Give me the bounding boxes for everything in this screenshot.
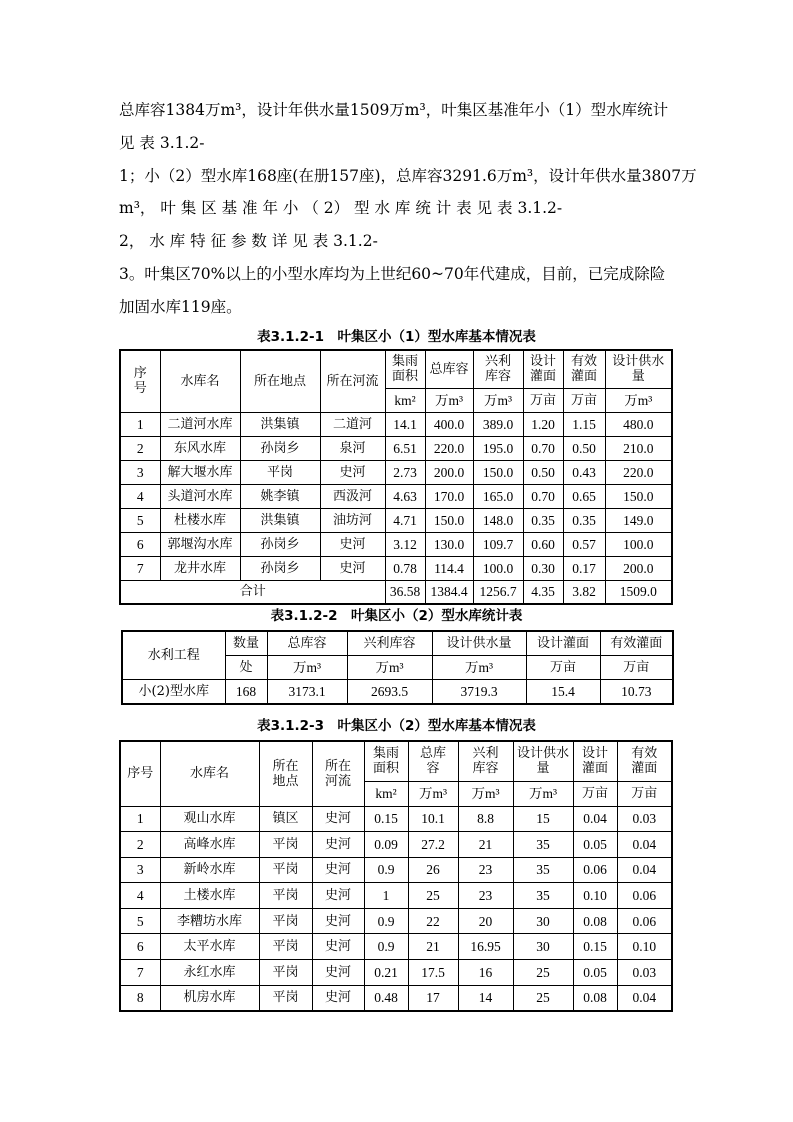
paragraph-line-2: 见 表 3.1.2- xyxy=(119,133,205,152)
table1-total-value: 1256.7 xyxy=(473,580,523,604)
table1-cell: 泉河 xyxy=(320,436,385,460)
table3-cell: 8.8 xyxy=(458,806,513,832)
table1-cell: 100.0 xyxy=(605,532,672,556)
table3-cell: 23 xyxy=(458,857,513,883)
table1-cell: 0.35 xyxy=(523,508,563,532)
table3-cell: 16 xyxy=(458,960,513,986)
table3-cell: 3 xyxy=(120,857,160,883)
table3-cell: 平岗 xyxy=(259,960,312,986)
table1-cell: 0.50 xyxy=(563,436,605,460)
body-paragraph xyxy=(119,94,697,324)
table3-cell: 李糟坊水库 xyxy=(160,908,259,934)
table1-cell: 6 xyxy=(120,532,160,556)
table3-header-effective-irrigation: 有效灌面 xyxy=(617,741,672,781)
table2-header: 数量 xyxy=(225,631,267,655)
table1-cell: 109.7 xyxy=(473,532,523,556)
table1-cell: 114.4 xyxy=(425,556,473,580)
table2-cell: 小(2)型水库 xyxy=(122,679,225,704)
table3-cell: 0.9 xyxy=(364,934,408,960)
table1-cell: 2 xyxy=(120,436,160,460)
table2-cell: 3173.1 xyxy=(267,679,347,704)
table2-cell: 2693.5 xyxy=(347,679,432,704)
table3-header-design-irrigation: 设计灌面 xyxy=(573,741,617,781)
table3-cell: 高峰水库 xyxy=(160,832,259,858)
table1-cell: 1 xyxy=(120,412,160,436)
table3-cell: 0.04 xyxy=(617,985,672,1011)
table1-header-row xyxy=(120,350,672,388)
table3-cell: 0.03 xyxy=(617,960,672,986)
table3-cell: 史河 xyxy=(312,985,364,1011)
table1-cell: 东风水库 xyxy=(160,436,240,460)
table1-cell: 4.63 xyxy=(385,484,425,508)
table3-cell: 镇区 xyxy=(259,806,312,832)
table1-cell: 14.1 xyxy=(385,412,425,436)
table3-header-location: 所在地点 xyxy=(259,741,312,806)
table3-cell: 0.10 xyxy=(573,883,617,909)
table1-cell: 0.43 xyxy=(563,460,605,484)
table1-cell: 4 xyxy=(120,484,160,508)
table2-unit: 万m³ xyxy=(267,655,347,679)
table3-cell: 25 xyxy=(408,883,458,909)
table1-cell: 郭堰沟水库 xyxy=(160,532,240,556)
table3-cell: 平岗 xyxy=(259,883,312,909)
table1-header-beneficial-capacity: 兴利库容 xyxy=(473,350,523,388)
table3-header-seq: 序号 xyxy=(120,741,160,806)
table1-row xyxy=(120,556,672,580)
table1-cell: 165.0 xyxy=(473,484,523,508)
table3-cell: 土楼水库 xyxy=(160,883,259,909)
table2-cell: 3719.3 xyxy=(432,679,526,704)
table1-cell: 220.0 xyxy=(425,436,473,460)
table3-cell: 0.04 xyxy=(617,857,672,883)
table1-header-total-capacity: 总库容 xyxy=(425,350,473,388)
table2-unit: 万m³ xyxy=(347,655,432,679)
table3-cell: 机房水库 xyxy=(160,985,259,1011)
table3-header-row xyxy=(120,741,672,781)
table3-cell: 17 xyxy=(408,985,458,1011)
table3-unit: 万亩 xyxy=(573,781,617,806)
table1-cell: 149.0 xyxy=(605,508,672,532)
table3-cell: 10.1 xyxy=(408,806,458,832)
table1-cell: 3 xyxy=(120,460,160,484)
table1-cell: 平岗 xyxy=(240,460,320,484)
table3-cell: 30 xyxy=(513,934,573,960)
table1-header-catchment: 集雨面积 xyxy=(385,350,425,388)
table2-header: 有效灌面 xyxy=(600,631,673,655)
table1-cell: 6.51 xyxy=(385,436,425,460)
table1-cell: 0.35 xyxy=(563,508,605,532)
table1-cell: 油坊河 xyxy=(320,508,385,532)
table2-cell: 15.4 xyxy=(526,679,600,704)
table3-cell: 21 xyxy=(458,832,513,858)
table3-cell: 平岗 xyxy=(259,934,312,960)
table3-cell: 35 xyxy=(513,857,573,883)
table3-cell: 0.04 xyxy=(573,806,617,832)
table1-cell: 150.0 xyxy=(605,484,672,508)
table3-cell: 8 xyxy=(120,985,160,1011)
table3-cell: 35 xyxy=(513,832,573,858)
table1-cell: 5 xyxy=(120,508,160,532)
table3-cell: 0.08 xyxy=(573,908,617,934)
table3-cell: 0.08 xyxy=(573,985,617,1011)
table1-cell: 0.60 xyxy=(523,532,563,556)
table1-cell: 100.0 xyxy=(473,556,523,580)
table1-cell: 0.65 xyxy=(563,484,605,508)
table3-row xyxy=(120,985,672,1011)
table3-cell: 35 xyxy=(513,883,573,909)
table3-unit: 万m³ xyxy=(458,781,513,806)
table2-caption: 表3.1.2-2 叶集区小（2）型水库统计表 xyxy=(270,608,523,624)
table3-cell: 史河 xyxy=(312,934,364,960)
table3-cell: 平岗 xyxy=(259,857,312,883)
table3-cell: 1 xyxy=(120,806,160,832)
table3-cell: 14 xyxy=(458,985,513,1011)
table1-cell: 1.20 xyxy=(523,412,563,436)
table1-cell: 200.0 xyxy=(425,460,473,484)
table3-cell: 太平水库 xyxy=(160,934,259,960)
table1-header-location: 所在地点 xyxy=(240,350,320,412)
table3-cell: 20 xyxy=(458,908,513,934)
table1-cell: 210.0 xyxy=(605,436,672,460)
table2-header: 设计灌面 xyxy=(526,631,600,655)
table3-row xyxy=(120,960,672,986)
table3-cell: 新岭水库 xyxy=(160,857,259,883)
table3-row xyxy=(120,883,672,909)
table1-unit: 万m³ xyxy=(605,388,672,412)
table1-cell: 史河 xyxy=(320,556,385,580)
table2-header-project: 水利工程 xyxy=(122,631,225,679)
table2 xyxy=(121,630,674,705)
table3-cell: 26 xyxy=(408,857,458,883)
table3-unit: 万亩 xyxy=(617,781,672,806)
table3-cell: 史河 xyxy=(312,908,364,934)
table1-cell: 孙岗乡 xyxy=(240,436,320,460)
table3-unit: 万m³ xyxy=(513,781,573,806)
table3-cell: 史河 xyxy=(312,960,364,986)
table1-unit: 万m³ xyxy=(425,388,473,412)
table3-cell: 17.5 xyxy=(408,960,458,986)
table1-cell: 7 xyxy=(120,556,160,580)
table3-cell: 25 xyxy=(513,985,573,1011)
table3-cell: 27.2 xyxy=(408,832,458,858)
table1-unit: 万m³ xyxy=(473,388,523,412)
table3-row xyxy=(120,806,672,832)
table1-cell: 130.0 xyxy=(425,532,473,556)
table3-row xyxy=(120,832,672,858)
table1-unit: 万亩 xyxy=(523,388,563,412)
table1 xyxy=(119,349,673,605)
table2-unit: 万亩 xyxy=(526,655,600,679)
table1-total-value: 1509.0 xyxy=(605,580,672,604)
table1-cell: 195.0 xyxy=(473,436,523,460)
table3-cell: 0.03 xyxy=(617,806,672,832)
table1-cell: 200.0 xyxy=(605,556,672,580)
table1-cell: 0.50 xyxy=(523,460,563,484)
table1-header-name: 水库名 xyxy=(160,350,240,412)
table3-cell: 0.05 xyxy=(573,960,617,986)
table3-row xyxy=(120,908,672,934)
table1-cell: 0.57 xyxy=(563,532,605,556)
table3-cell: 6 xyxy=(120,934,160,960)
table1-cell: 史河 xyxy=(320,460,385,484)
table3-cell: 史河 xyxy=(312,883,364,909)
table2-unit: 处 xyxy=(225,655,267,679)
table1-total-value: 4.35 xyxy=(523,580,563,604)
table1-cell: 400.0 xyxy=(425,412,473,436)
table1-cell: 389.0 xyxy=(473,412,523,436)
table1-total-row xyxy=(120,580,672,604)
table3-cell: 平岗 xyxy=(259,908,312,934)
table1-cell: 220.0 xyxy=(605,460,672,484)
table3 xyxy=(119,740,673,1012)
table2-cell: 10.73 xyxy=(600,679,673,704)
table2-cell: 168 xyxy=(225,679,267,704)
table3-cell: 永红水库 xyxy=(160,960,259,986)
table3-cell: 25 xyxy=(513,960,573,986)
table3-cell: 0.06 xyxy=(573,857,617,883)
table1-cell: 0.78 xyxy=(385,556,425,580)
table3-cell: 0.06 xyxy=(617,908,672,934)
table1-cell: 西汲河 xyxy=(320,484,385,508)
table1-header-effective-irrigation: 有效灌面 xyxy=(563,350,605,388)
table3-unit: km² xyxy=(364,781,408,806)
table3-cell: 21 xyxy=(408,934,458,960)
table3-header-river: 所在河流 xyxy=(312,741,364,806)
table1-cell: 洪集镇 xyxy=(240,412,320,436)
table3-header-design-supply: 设计供水量 xyxy=(513,741,573,781)
table3-cell: 平岗 xyxy=(259,832,312,858)
table3-cell: 22 xyxy=(408,908,458,934)
table1-total-value: 1384.4 xyxy=(425,580,473,604)
table1-cell: 头道河水库 xyxy=(160,484,240,508)
table3-cell: 0.05 xyxy=(573,832,617,858)
table1-cell: 2.73 xyxy=(385,460,425,484)
table1-caption: 表3.1.2-1 叶集区小（1）型水库基本情况表 xyxy=(257,329,536,345)
table1-total-label: 合计 xyxy=(120,580,385,604)
table2-header: 总库容 xyxy=(267,631,347,655)
table1-cell: 洪集镇 xyxy=(240,508,320,532)
table1-cell: 二道河水库 xyxy=(160,412,240,436)
paragraph-line-4: m³， 叶 集 区 基 准 年 小 （ 2） 型 水 库 统 计 表 见 表 3.1.2- xyxy=(119,199,563,218)
table3-cell: 15 xyxy=(513,806,573,832)
table2-data-row xyxy=(122,679,673,704)
table3-cell: 5 xyxy=(120,908,160,934)
table3-cell: 观山水库 xyxy=(160,806,259,832)
table1-row xyxy=(120,460,672,484)
table3-caption: 表3.1.2-3 叶集区小（2）型水库基本情况表 xyxy=(257,718,536,734)
table3-cell: 0.04 xyxy=(617,832,672,858)
table1-cell: 姚李镇 xyxy=(240,484,320,508)
table1-row xyxy=(120,436,672,460)
table1-cell: 0.70 xyxy=(523,484,563,508)
paragraph-line-1: 总库容1384万m³，设计年供水量1509万m³，叶集区基准年小（1）型水库统计 xyxy=(119,101,669,119)
table1-row xyxy=(120,412,672,436)
table3-cell: 平岗 xyxy=(259,985,312,1011)
table2-header-row xyxy=(122,631,673,655)
table3-header-total-capacity: 总库容 xyxy=(408,741,458,781)
table3-cell: 史河 xyxy=(312,857,364,883)
table2-header: 设计供水量 xyxy=(432,631,526,655)
table1-header-seq: 序号 xyxy=(120,350,160,412)
table1-cell: 二道河 xyxy=(320,412,385,436)
table1-total-value: 3.82 xyxy=(563,580,605,604)
table3-cell: 史河 xyxy=(312,806,364,832)
table3-cell: 16.95 xyxy=(458,934,513,960)
table1-cell: 170.0 xyxy=(425,484,473,508)
table3-cell: 0.21 xyxy=(364,960,408,986)
table3-cell: 0.06 xyxy=(617,883,672,909)
table1-cell: 0.30 xyxy=(523,556,563,580)
paragraph-line-3: 1；小（2）型水库168座(在册157座)，总库容3291.6万m³，设计年供水量3807万 xyxy=(119,166,697,185)
table3-cell: 2 xyxy=(120,832,160,858)
table3-cell: 0.9 xyxy=(364,857,408,883)
table1-row xyxy=(120,484,672,508)
table1-header-design-supply: 设计供水量 xyxy=(605,350,672,388)
table1-cell: 杜楼水库 xyxy=(160,508,240,532)
table3-cell: 0.10 xyxy=(617,934,672,960)
table1-cell: 3.12 xyxy=(385,532,425,556)
paragraph-line-5: 2， 水 库 特 征 参 数 详 见 表 3.1.2- xyxy=(119,232,378,251)
table3-header-name: 水库名 xyxy=(160,741,259,806)
table3-cell: 30 xyxy=(513,908,573,934)
table3-cell: 0.15 xyxy=(573,934,617,960)
table1-row xyxy=(120,532,672,556)
table1-row xyxy=(120,508,672,532)
table1-unit: 万亩 xyxy=(563,388,605,412)
table1-cell: 1.15 xyxy=(563,412,605,436)
table3-cell: 0.09 xyxy=(364,832,408,858)
table1-header-river: 所在河流 xyxy=(320,350,385,412)
table1-cell: 龙井水库 xyxy=(160,556,240,580)
table3-cell: 0.48 xyxy=(364,985,408,1011)
table1-cell: 0.17 xyxy=(563,556,605,580)
table1-cell: 解大堰水库 xyxy=(160,460,240,484)
table1-cell: 史河 xyxy=(320,532,385,556)
table3-cell: 23 xyxy=(458,883,513,909)
table1-cell: 4.71 xyxy=(385,508,425,532)
table3-cell: 7 xyxy=(120,960,160,986)
table3-header-catchment: 集雨面积 xyxy=(364,741,408,781)
table3-cell: 0.9 xyxy=(364,908,408,934)
paragraph-line-7: 加固水库119座。 xyxy=(119,297,242,316)
table2-unit: 万亩 xyxy=(600,655,673,679)
table1-cell: 0.70 xyxy=(523,436,563,460)
table3-cell: 1 xyxy=(364,883,408,909)
table1-total-value: 36.58 xyxy=(385,580,425,604)
table1-header-design-irrigation: 设计灌面 xyxy=(523,350,563,388)
table2-header: 兴利库容 xyxy=(347,631,432,655)
table3-cell: 史河 xyxy=(312,832,364,858)
table3-unit: 万m³ xyxy=(408,781,458,806)
table1-cell: 150.0 xyxy=(425,508,473,532)
table1-unit: km² xyxy=(385,388,425,412)
table3-cell: 0.15 xyxy=(364,806,408,832)
table3-row xyxy=(120,934,672,960)
table2-unit: 万m³ xyxy=(432,655,526,679)
table1-cell: 150.0 xyxy=(473,460,523,484)
table1-cell: 148.0 xyxy=(473,508,523,532)
table1-cell: 孙岗乡 xyxy=(240,556,320,580)
table3-header-beneficial-capacity: 兴利库容 xyxy=(458,741,513,781)
table3-cell: 4 xyxy=(120,883,160,909)
table1-cell: 480.0 xyxy=(605,412,672,436)
paragraph-line-6: 3。叶集区70%以上的小型水库均为上世纪60~70年代建成，目前，已完成除险 xyxy=(119,264,666,283)
table3-row xyxy=(120,857,672,883)
table1-cell: 孙岗乡 xyxy=(240,532,320,556)
